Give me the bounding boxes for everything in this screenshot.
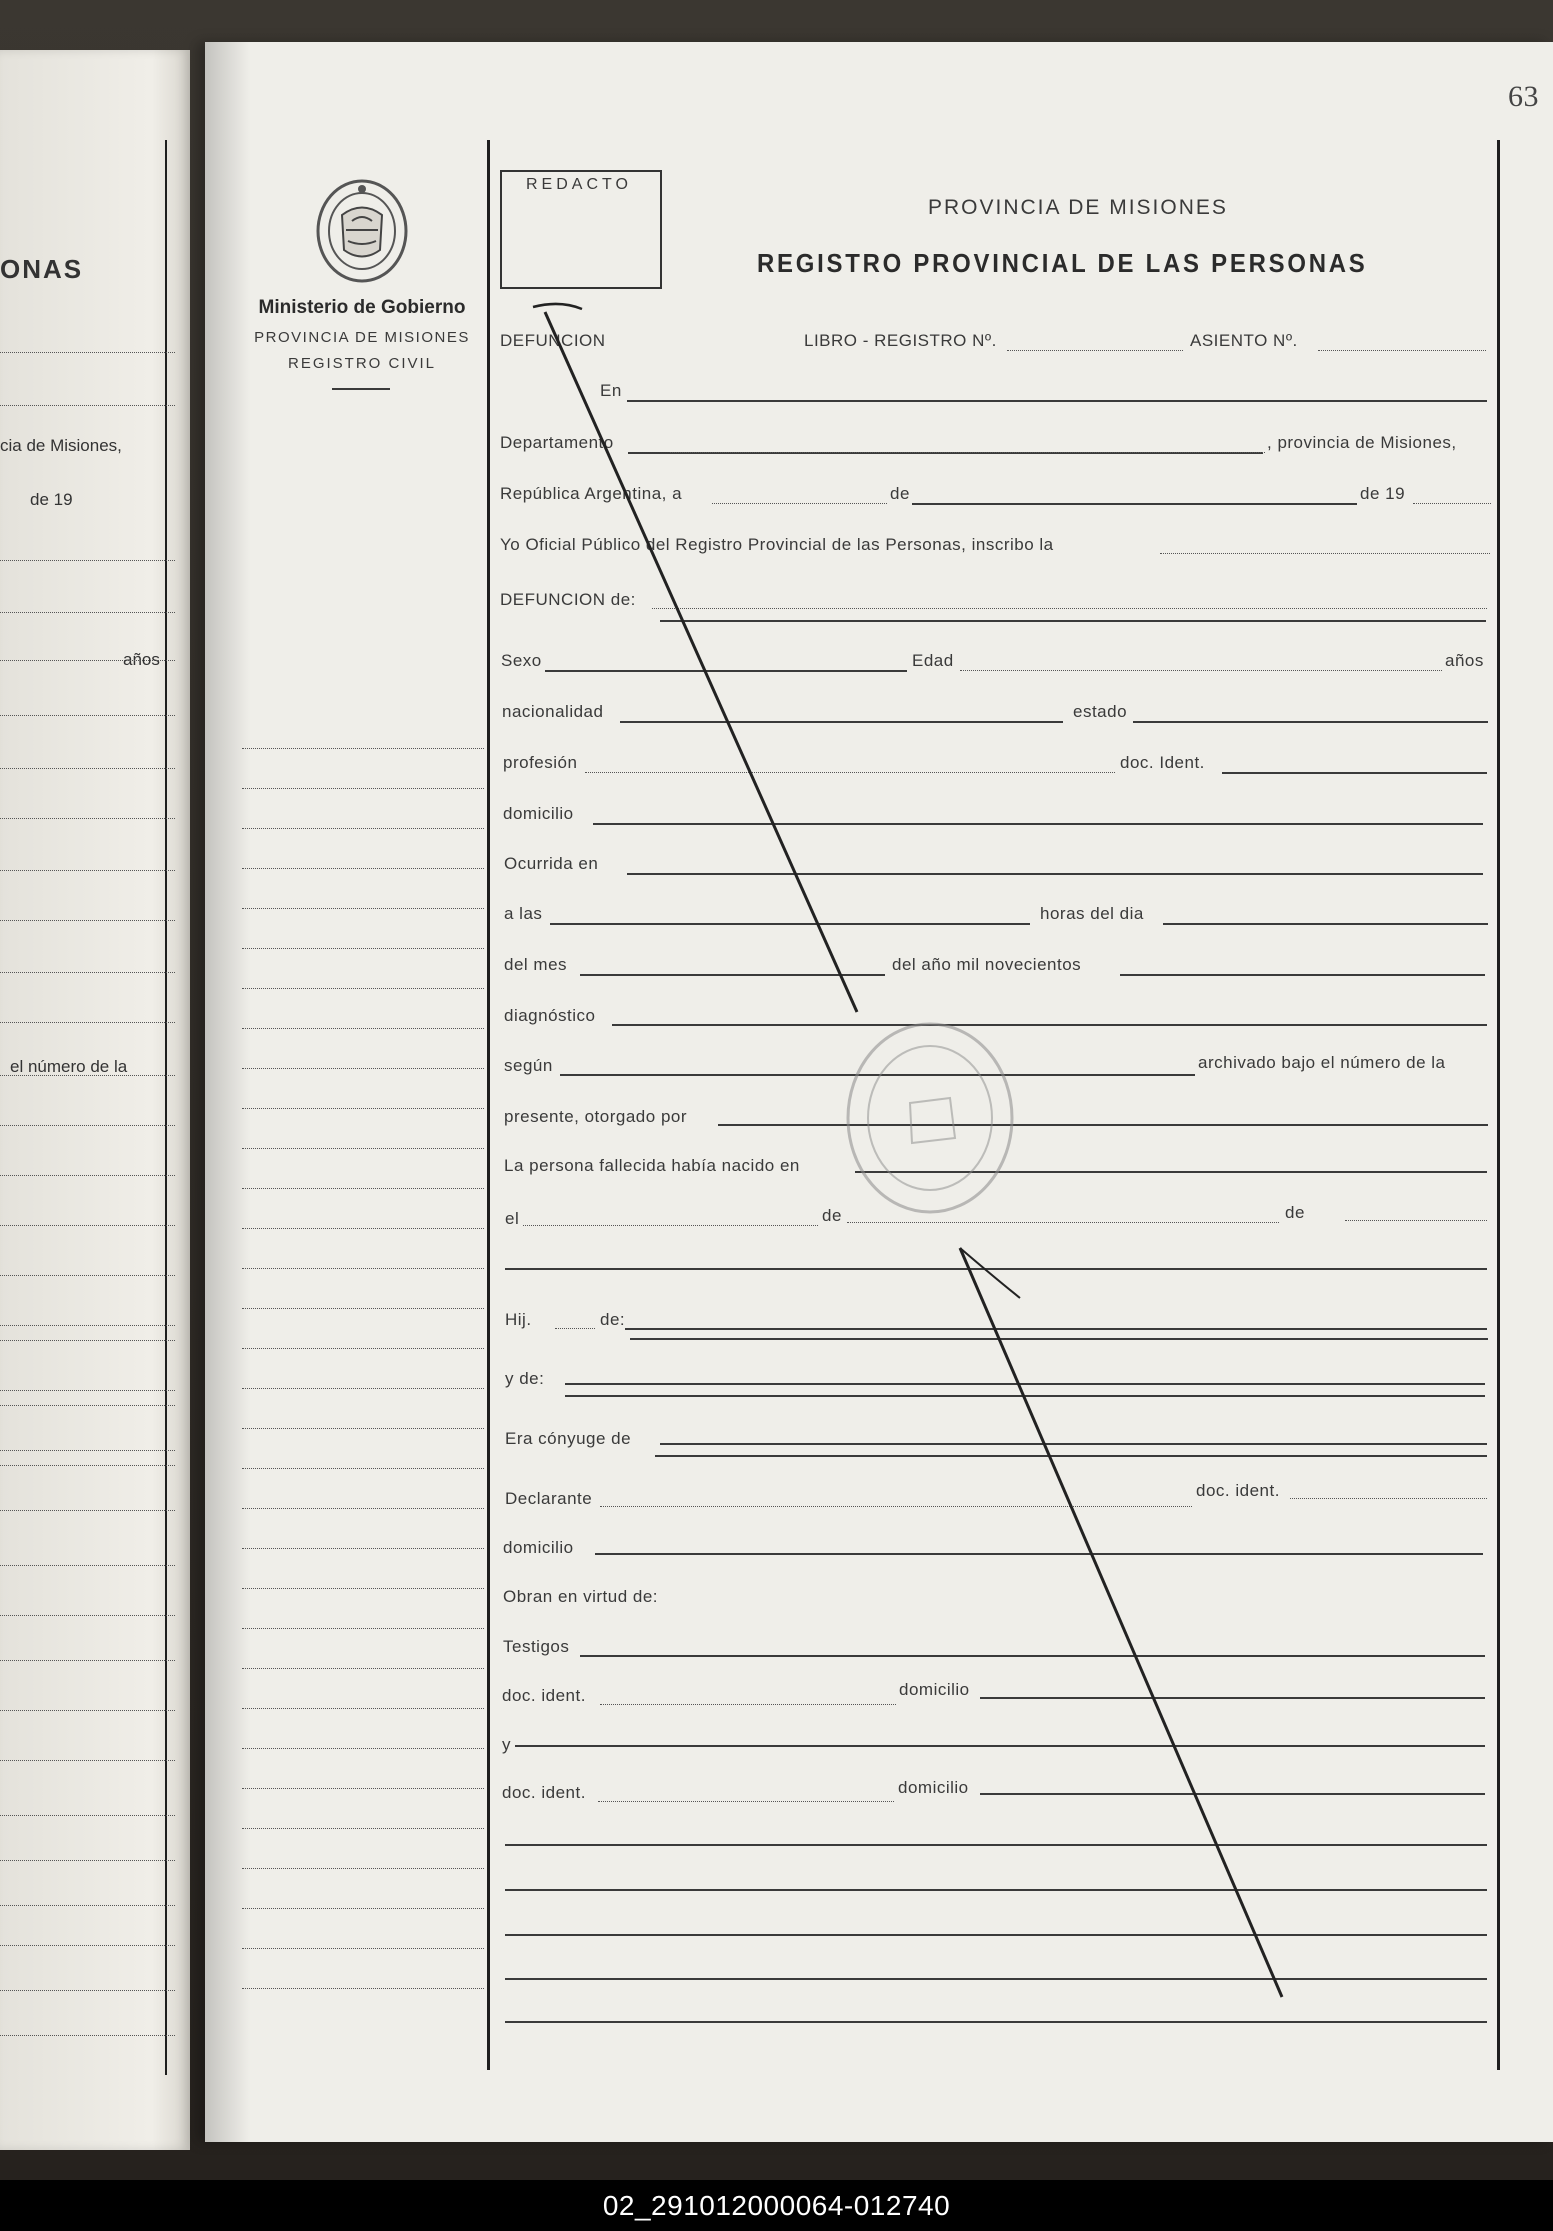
label-nacionalidad: nacionalidad [502, 702, 604, 721]
label-hij-de: de: [600, 1310, 626, 1329]
label-persona-nacido: La persona fallecida había nacido en [504, 1156, 800, 1175]
label-edad: Edad [912, 651, 954, 670]
previous-page-heading: ONAS [0, 254, 84, 284]
label-hij: Hij. [505, 1310, 532, 1329]
ministry-province: PROVINCIA DE MISIONES [254, 329, 470, 346]
label-testigos: Testigos [503, 1637, 570, 1656]
label-defuncion: DEFUNCION [500, 331, 606, 350]
previous-page-provincia: cia de Misiones, [0, 436, 122, 455]
label-del-mes: del mes [504, 955, 568, 974]
label-libro-registro: LIBRO - REGISTRO Nº. [804, 331, 997, 350]
label-provincia-misiones: , provincia de Misiones, [1267, 433, 1457, 452]
label-de-19: de 19 [1360, 484, 1406, 503]
page-number: 63 [1508, 80, 1539, 113]
label-obran: Obran en virtud de: [503, 1587, 659, 1606]
label-de-2: de [822, 1206, 842, 1225]
label-profesion: profesión [503, 753, 578, 772]
label-presente: presente, otorgado por [504, 1107, 688, 1126]
label-de-1: de [890, 484, 910, 503]
label-el: el [505, 1209, 520, 1228]
label-archivado: archivado bajo el número de la [1198, 1053, 1446, 1072]
label-de-3: de [1285, 1203, 1305, 1222]
label-segun: según [504, 1056, 553, 1075]
label-domicilio-3: domicilio [899, 1680, 970, 1699]
label-domicilio: domicilio [503, 804, 574, 823]
label-yo-oficial: Yo Oficial Público del Registro Provincial de las Personas, inscribo la [500, 535, 1054, 554]
label-asiento: ASIENTO Nº. [1190, 331, 1298, 350]
label-estado: estado [1073, 702, 1128, 721]
label-sexo: Sexo [501, 651, 542, 670]
ministry-title: Ministerio de Gobierno [258, 297, 466, 318]
previous-page-date: de 19 [30, 490, 73, 509]
label-en: En [600, 381, 622, 400]
label-y-de: y de: [505, 1369, 545, 1388]
label-doc-ident-2: doc. ident. [1196, 1481, 1280, 1500]
label-domicilio-4: domicilio [898, 1778, 969, 1797]
previous-page-numero: el número de la [10, 1057, 128, 1076]
label-diagnostico: diagnóstico [504, 1006, 596, 1025]
image-caption: 02_291012000064-012740 [0, 2180, 1553, 2231]
label-declarante: Declarante [505, 1489, 593, 1508]
label-doc-ident-4: doc. ident. [502, 1783, 586, 1802]
label-domicilio-2: domicilio [503, 1538, 574, 1557]
label-anos: años [1445, 651, 1484, 670]
redacto-label: REDACTO [526, 176, 632, 193]
ministry-office: REGISTRO CIVIL [287, 355, 437, 372]
label-del-ano: del año mil novecientos [892, 955, 1082, 974]
header-province: PROVINCIA DE MISIONES [928, 196, 1228, 219]
label-conyuge: Era cónyuge de [505, 1429, 632, 1448]
previous-page-anos: años [123, 650, 160, 669]
label-ocurrida-en: Ocurrida en [504, 854, 599, 873]
header-title: REGISTRO PROVINCIAL DE LAS PERSONAS [757, 248, 1368, 278]
label-doc-ident: doc. Ident. [1120, 753, 1205, 772]
label-horas-del-dia: horas del dia [1040, 904, 1144, 923]
label-defuncion-de: DEFUNCION de: [500, 590, 636, 609]
label-departamento: Departamento [500, 433, 614, 452]
label-a-las: a las [504, 904, 543, 923]
label-y: y [502, 1735, 511, 1754]
label-doc-ident-3: doc. ident. [502, 1686, 586, 1705]
label-republica: República Argentina, a [500, 484, 683, 503]
